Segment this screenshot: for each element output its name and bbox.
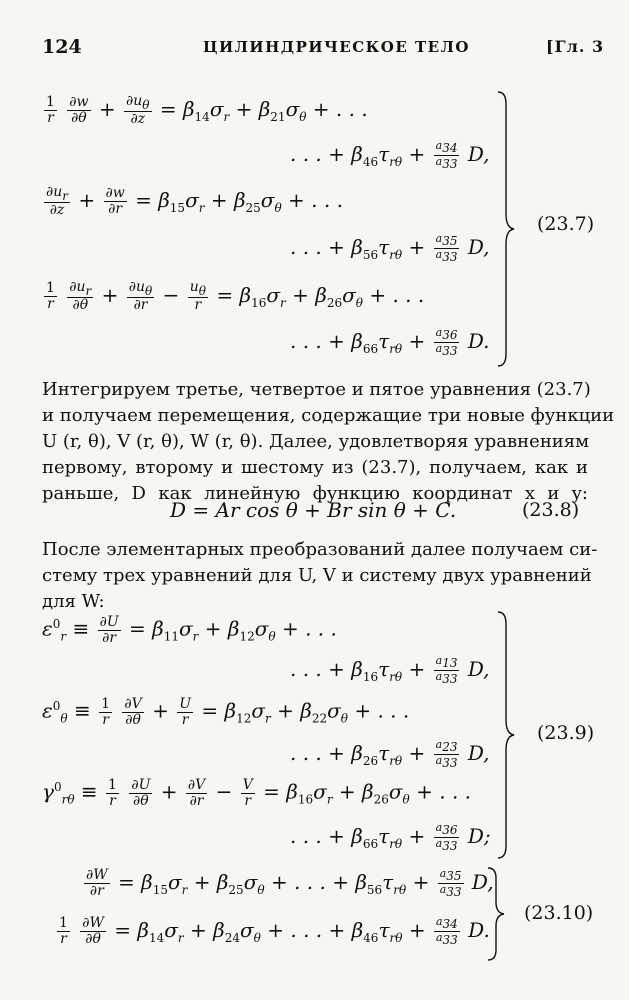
- eq-23-7-line-5: $\frac{1}{r}$ $\frac{\partial u_r}{\partial\theta}$ + $\frac{\partial u_\theta}{\partial r}$ − $\frac{u_\theta}{r}$ = $\beta_{16}\sigma_r + \beta_{26}\sigma_\theta$ + . . .: [46, 279, 425, 314]
- equation-23-8: D = Ar cos θ + Br sin θ + C.: [170, 498, 457, 522]
- paragraph-1-line: первому, второму и шестому из (23.7), получаем, как и: [42, 457, 588, 478]
- eq-23-7-line-1: $\frac{1}{r}$ $\frac{\partial w}{\partial\theta}$ + $\frac{\partial u_\theta}{\partial z}$ = $\beta_{14}\sigma_r + \beta_{21}\sigma_\theta$ + . . .: [46, 93, 368, 128]
- paragraph-2-line: для W:: [42, 591, 105, 612]
- eq-23-10-line-1: $\frac{\partial W}{\partial r}$ = $\beta_{15}\sigma_r + \beta_{25}\sigma_\theta$ + . . . + $\beta_{56}\tau_{r\theta}$ + $\frac{a_{35}}{a_{33}}$ D,: [86, 867, 494, 899]
- brace-23-9: [494, 610, 518, 860]
- brace-23-7: [494, 90, 518, 368]
- chapter-label: [Гл. 3: [546, 37, 605, 56]
- equation-number-23-10: (23.10): [524, 902, 594, 924]
- paragraph-2-line: стему трех уравнений для U, V и систему двух уравнений: [42, 565, 592, 586]
- running-title: ЦИЛИНДРИЧЕСКОЕ ТЕЛО: [203, 38, 470, 56]
- eq-23-9-line-4: . . . + $\beta_{26}\tau_{r\theta}$ + $\frac{a_{23}}{a_{33}}$ D,: [290, 738, 490, 770]
- equation-number-23-7: (23.7): [537, 213, 595, 235]
- equation-number-23-8: (23.8): [522, 499, 580, 521]
- paragraph-1-line: Интегрируем третье, четвертое и пятое уравнения (23.7): [42, 379, 591, 400]
- eq-23-9-line-2: . . . + $\beta_{16}\tau_{r\theta}$ + $\frac{a_{13}}{a_{33}}$ D,: [290, 654, 490, 686]
- eq-23-9-line-1: $\varepsilon^0_r$ ≡ $\frac{\partial U}{\partial r}$ = $\beta_{11}\sigma_r + \beta_{12}\sigma_\theta$ + . . .: [42, 614, 337, 646]
- equation-number-23-9: (23.9): [537, 722, 595, 744]
- eq-23-7-line-2: . . . + $\beta_{46}\tau_{r\theta}$ + $\frac{a_{34}}{a_{33}}$ D,: [290, 139, 490, 171]
- eq-23-9-line-5: $\gamma^0_{r\theta}$ ≡ $\frac{1}{r}$ $\frac{\partial U}{\partial\theta}$ + $\frac{\partial V}{\partial r}$ − $\frac{V}{r}$ = $\beta_{16}\sigma_r + \beta_{26}\sigma_\theta$ + . . .: [42, 777, 472, 809]
- eq-23-10-line-2: $\frac{1}{r}$ $\frac{\partial W}{\partial\theta}$ = $\beta_{14}\sigma_r + \beta_{24}\sigma_\theta$ + . . . + $\beta_{46}\tau_{r\theta}$ + $\frac{a_{34}}{a_{33}}$ D.: [59, 915, 490, 947]
- eq-23-9-line-6: . . . + $\beta_{66}\tau_{r\theta}$ + $\frac{a_{36}}{a_{33}}$ D;: [290, 821, 491, 853]
- eq-23-7-line-6: . . . + $\beta_{66}\tau_{r\theta}$ + $\frac{a_{36}}{a_{33}}$ D.: [290, 326, 490, 358]
- paragraph-2-line: После элементарных преобразований далее получаем си-: [42, 539, 598, 560]
- paragraph-1-line: U (r, θ), V (r, θ), W (r, θ). Далее, удовлетворяя уравнениям: [42, 431, 590, 452]
- brace-23-10: [484, 866, 508, 962]
- paragraph-1: [42, 377, 615, 507]
- eq-23-7-line-3: $\frac{\partial u_r}{\partial z}$ + $\frac{\partial w}{\partial r}$ = $\beta_{15}\sigma_r + \beta_{25}\sigma_\theta$ + . . .: [46, 184, 343, 219]
- paragraph-1-line: раньше, D как линейную функцию координат x и y:: [42, 483, 588, 504]
- eq-23-7-line-4: . . . + $\beta_{56}\tau_{r\theta}$ + $\frac{a_{35}}{a_{33}}$ D,: [290, 232, 490, 264]
- page-number: 124: [42, 36, 82, 58]
- eq-23-9-line-3: $\varepsilon^0_\theta$ ≡ $\frac{1}{r}$ $\frac{\partial V}{\partial\theta}$ + $\frac{U}{r}$ = $\beta_{12}\sigma_r + \beta_{22}\sigma_\theta$ + . . .: [42, 696, 410, 728]
- paragraph-1-line: и получаем перемещения, содержащие три новые функции: [42, 405, 615, 426]
- paragraph-2: [42, 537, 598, 615]
